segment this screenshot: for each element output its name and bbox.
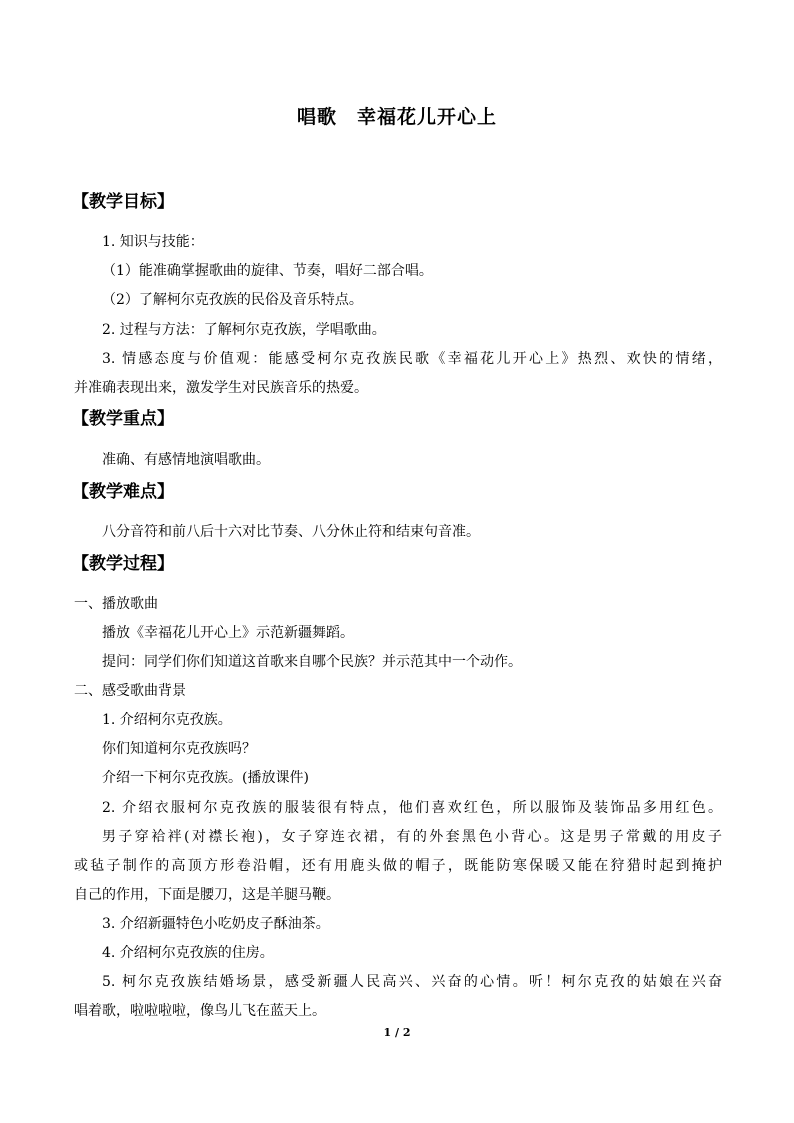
difficulty-line: 八分音符和前八后十六对比节奏、八分休止符和结束句音准。 [102,524,480,540]
objective-line: （2）了解柯尔克孜族的民俗及音乐特点。 [102,292,363,308]
process-line: 男子穿袷袢(对襟长袍)，女子穿连衣裙，有的外套黑色小背心。这是男子常戴的用皮子 [102,829,722,845]
process-line: 1. 介绍柯尔克孜族。 [102,712,232,728]
process-line: 播放《幸福花儿开心上》示范新疆舞蹈。 [102,625,354,641]
process-line: 唱着歌，啦啦啦啦，像鸟儿飞在蓝天上。 [74,1003,326,1019]
process-line: 3. 介绍新疆特色小吃奶皮子酥油茶。 [102,916,330,932]
objective-line: 1. 知识与技能： [102,234,204,250]
key-point-line: 准确、有感情地演唱歌曲。 [102,452,270,468]
page-number: 1 / 2 [383,1026,411,1039]
process-line: 一、播放歌曲 [74,596,158,612]
process-line: 自己的作用，下面是腰刀，这是羊腿马鞭。 [74,887,340,903]
objective-line: 3. 情感态度与价值观：能感受柯尔克孜族民歌《幸福花儿开心上》热烈、欢快的情绪， [102,351,722,367]
heading-key-points: 【教学重点】 [72,409,174,429]
process-line: 提问：同学们你们知道这首歌来自哪个民族？并示范其中一个动作。 [102,654,522,670]
process-line: 5. 柯尔克孜族结婚场景，感受新疆人民高兴、兴奋的心情。听！柯尔克孜的姑娘在兴奋 [102,974,722,990]
heading-teaching-objectives: 【教学目标】 [72,192,174,212]
objective-line: 并准确表现出来，激发学生对民族音乐的热爱。 [74,380,368,396]
heading-difficulties: 【教学难点】 [72,482,174,502]
heading-teaching-process: 【教学过程】 [72,554,174,574]
process-line: 4. 介绍柯尔克孜族的住房。 [102,945,274,961]
document-title: 唱歌 幸福花儿开心上 [296,106,497,128]
process-line: 2. 介绍衣服柯尔克孜族的服装很有特点，他们喜欢红色，所以服饰及装饰品多用红色。 [102,800,722,816]
process-line: 二、感受歌曲背景 [74,683,186,699]
process-line: 介绍一下柯尔克孜族。(播放课件) [102,770,309,786]
objective-line: 2. 过程与方法：了解柯尔克孜族，学唱歌曲。 [102,322,386,338]
process-line: 你们知道柯尔克孜族吗？ [102,741,256,757]
objective-line: （1）能准确掌握歌曲的旋律、节奏，唱好二部合唱。 [102,263,433,279]
process-line: 或毡子制作的高顶方形卷沿帽，还有用鹿头做的帽子，既能防寒保暖又能在狩猎时起到掩护 [74,858,722,874]
